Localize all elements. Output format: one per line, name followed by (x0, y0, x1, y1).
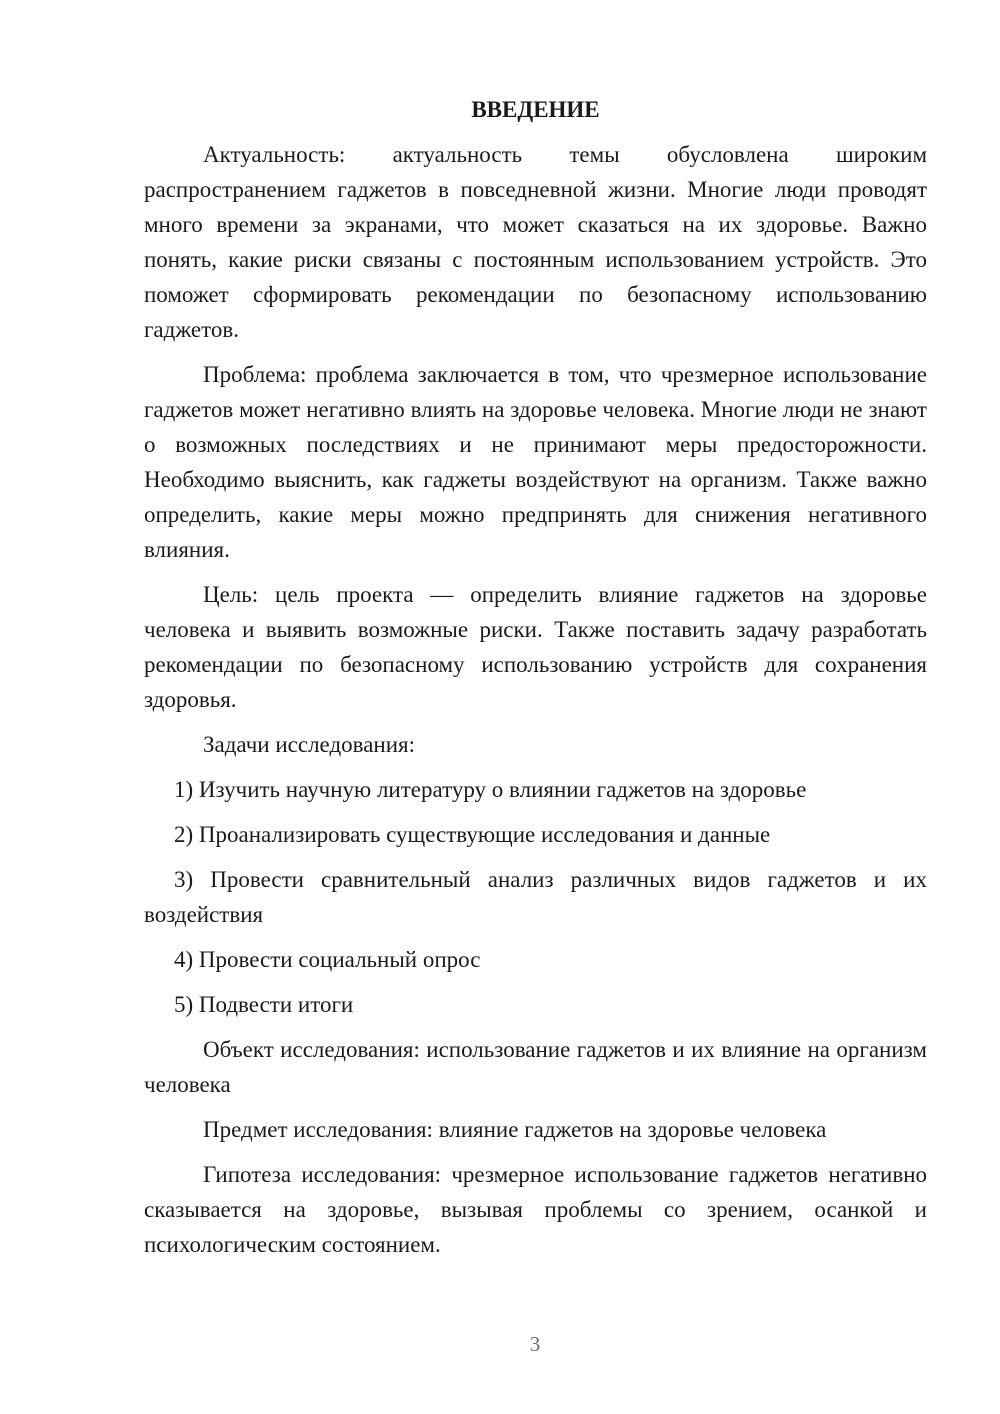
task-item: 1) Изучить научную литературу о влиянии гаджетов на здоровье (174, 777, 807, 802)
page-number: 3 (529, 1332, 541, 1356)
paragraph-goal: Цель: цель проекта — определить влияние гаджетов на здоровье человека и выявить возможные риски. Также поставить задачу разработать рекомендации по безопасному использованию устройств для сохранения здоровья. (144, 582, 927, 712)
task-item: 2) Проанализировать существующие исследования и данные (174, 822, 771, 847)
page-content (144, 92, 927, 1272)
paragraph-problem: Проблема: проблема заключается в том, что чрезмерное использование гаджетов может негативно влиять на здоровье человека. Многие люди не знают о возможных последствиях и не принимают меры предосторожности. Необходимо выяснить, как гаджеты воздействуют на организм. Также важно определить, какие меры можно предпринять для снижения негативного влияния. (144, 362, 927, 562)
paragraph-subject: Предмет исследования: влияние гаджетов на здоровье человека (203, 1117, 827, 1142)
paragraph-hypothesis: Гипотеза исследования: чрезмерное использование гаджетов негативно сказывается на здоровье, вызывая проблемы со зрением, осанкой и психологическим состоянием. (144, 1162, 927, 1257)
tasks-heading: Задачи исследования: (203, 732, 416, 757)
task-item: 4) Провести социальный опрос (174, 947, 481, 972)
paragraph-object: Объект исследования: использование гаджетов и их влияние на организм человека (144, 1037, 927, 1097)
paragraph-relevance: Актуальность: актуальность темы обусловлена широким распространением гаджетов в повседневной жизни. Многие люди проводят много времени за экранами, что может сказаться на их здоровье. Важно понять, какие риски связаны с постоянным использованием устройств. Это поможет сформировать рекомендации по безопасному использованию гаджетов. (144, 142, 927, 342)
task-item: 3) Провести сравнительный анализ различных видов гаджетов и их воздействия (144, 867, 927, 927)
section-title: ВВЕДЕНИЕ (471, 97, 600, 122)
task-item: 5) Подвести итоги (174, 992, 354, 1017)
